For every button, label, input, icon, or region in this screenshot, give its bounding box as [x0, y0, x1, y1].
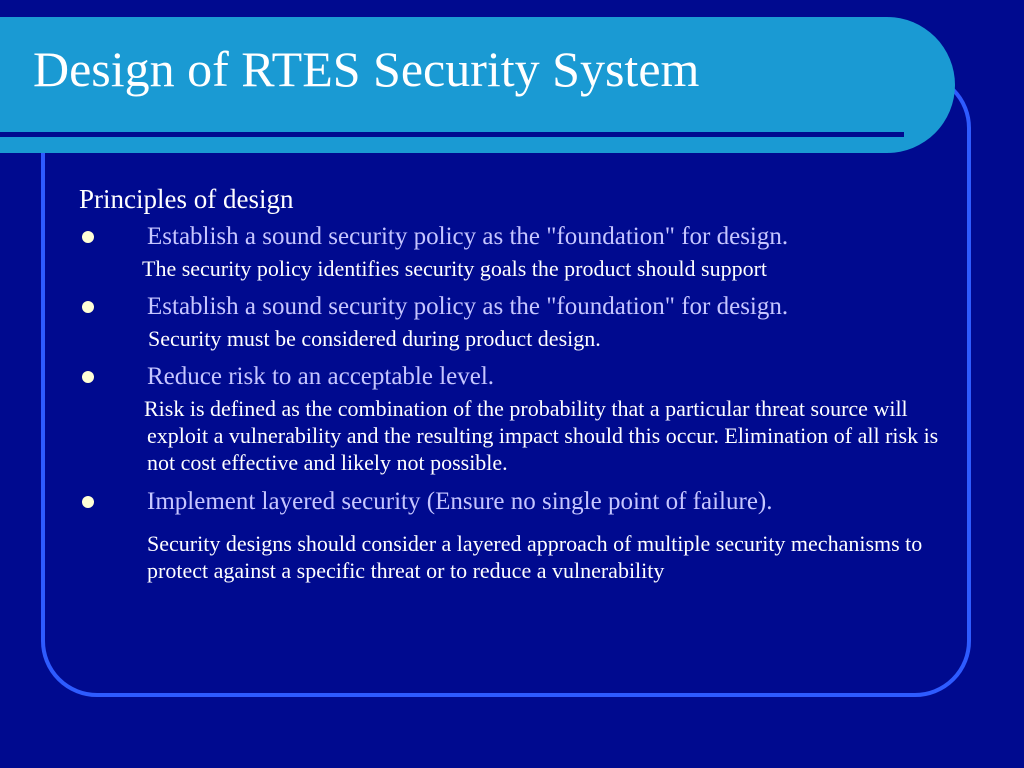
- bullet-point: Implement layered security (Ensure no single point of failure).: [147, 488, 773, 515]
- bullet-row: [79, 219, 959, 255]
- bullet-icon: [82, 371, 94, 383]
- bullet-description: Security must be considered during product design.: [148, 326, 601, 351]
- bullet-point: Establish a sound security policy as the "foundation" for design.: [147, 293, 789, 320]
- slide-body: [79, 181, 959, 584]
- slide-title: Design of RTES Security System: [33, 41, 700, 97]
- bullet-point: Establish a sound security policy as the "foundation" for design.: [147, 223, 789, 250]
- bullet-icon: [82, 301, 94, 313]
- title-underline: [0, 132, 904, 137]
- section-heading: Principles of design: [79, 184, 294, 214]
- bullet-row: [79, 484, 959, 520]
- bullet-point: Reduce risk to an acceptable level.: [147, 363, 495, 390]
- list-item: [79, 289, 959, 352]
- bullet-description: Security designs should consider a layered approach of multiple security mechanisms to protect against a specific threat or to reduce a vulnerability: [147, 531, 923, 583]
- bullet-icon: [82, 231, 94, 243]
- bullet-row: [79, 289, 959, 325]
- list-item: [79, 359, 959, 476]
- bullet-description: Risk is defined as the combination of the probability that a particular threat source will exploit a vulnerability and the resulting impact should this occur. Elimination of all risk is not cost effective and likely not possible.: [144, 396, 939, 475]
- bullet-description: The security policy identifies security goals the product should support: [142, 256, 768, 281]
- bullet-row: [79, 359, 959, 395]
- list-item: [79, 219, 959, 282]
- bullet-icon: [82, 496, 94, 508]
- list-item: [79, 484, 959, 584]
